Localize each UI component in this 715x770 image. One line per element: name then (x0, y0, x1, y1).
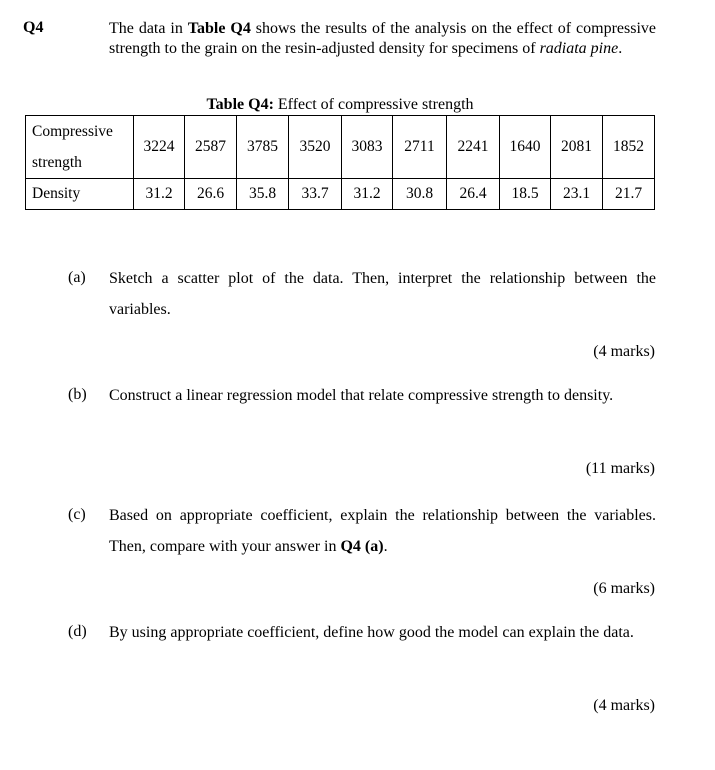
question-number: Q4 (23, 19, 44, 36)
table-cell: 1640 (500, 116, 551, 179)
question-intro (109, 19, 656, 58)
table-cell: 21.7 (603, 179, 655, 210)
table-cell: 35.8 (237, 179, 289, 210)
part-c-text-ref: Q4 (a) (340, 538, 384, 555)
part-b-label: (b) (68, 386, 87, 403)
table-cell: 3224 (134, 116, 185, 179)
intro-species: radiata pine (539, 39, 619, 57)
part-c-text (109, 500, 656, 562)
table-cell: 3083 (342, 116, 393, 179)
intro-mid: shows the results of the analysis on the effect of compressive strength to the grain on the resin-adjusted density for specimens of (109, 20, 657, 57)
part-d-marks: (4 marks) (593, 697, 655, 714)
table-cell: 26.6 (185, 179, 237, 210)
part-d-text: By using appropriate coefficient, define how good the model can explain the data. (109, 624, 634, 641)
table-caption (0, 96, 680, 114)
table-row-compressive (26, 116, 655, 179)
table-cell: 23.1 (551, 179, 603, 210)
table-cell: 31.2 (134, 179, 185, 210)
table-cell: 30.8 (393, 179, 447, 210)
part-c-label: (c) (68, 506, 86, 523)
intro-end: . (618, 39, 623, 57)
intro-pre: The data in (109, 20, 188, 37)
table-cell: 3785 (237, 116, 289, 179)
table-cell: 3520 (289, 116, 342, 179)
row-label: Compressive strength (26, 116, 134, 179)
row-label: Density (26, 179, 134, 210)
table-row-density (26, 179, 655, 210)
table-cell: 31.2 (342, 179, 393, 210)
table-cell: 2241 (447, 116, 500, 179)
table-cell: 33.7 (289, 179, 342, 210)
part-a-marks: (4 marks) (593, 343, 655, 360)
part-c-marks: (6 marks) (593, 580, 655, 597)
table-cell: 18.5 (500, 179, 551, 210)
part-b-marks: (11 marks) (585, 460, 655, 477)
part-d-label: (d) (68, 623, 87, 640)
table-cell: 2587 (185, 116, 237, 179)
part-c-text-end: . (383, 538, 388, 555)
part-c-text-pre: Based on appropriate coefficient, explain the relationship between the variables. Then, compare with your answer in (109, 507, 656, 555)
data-table (25, 115, 655, 210)
part-a-label: (a) (68, 269, 86, 286)
table-cell: 2711 (393, 116, 447, 179)
intro-table-ref: Table Q4 (187, 20, 251, 37)
part-b-text: Construct a linear regression model that relate compressive strength to density. (109, 387, 614, 404)
table-cell: 2081 (551, 116, 603, 179)
table-cell: 1852 (603, 116, 655, 179)
table-caption-label: Table Q4: (206, 96, 274, 113)
table-caption-text: Effect of compressive strength (273, 96, 474, 113)
part-a-text: Sketch a scatter plot of the data. Then, interpret the relationship between the variables. (109, 270, 656, 318)
table-cell: 26.4 (447, 179, 500, 210)
